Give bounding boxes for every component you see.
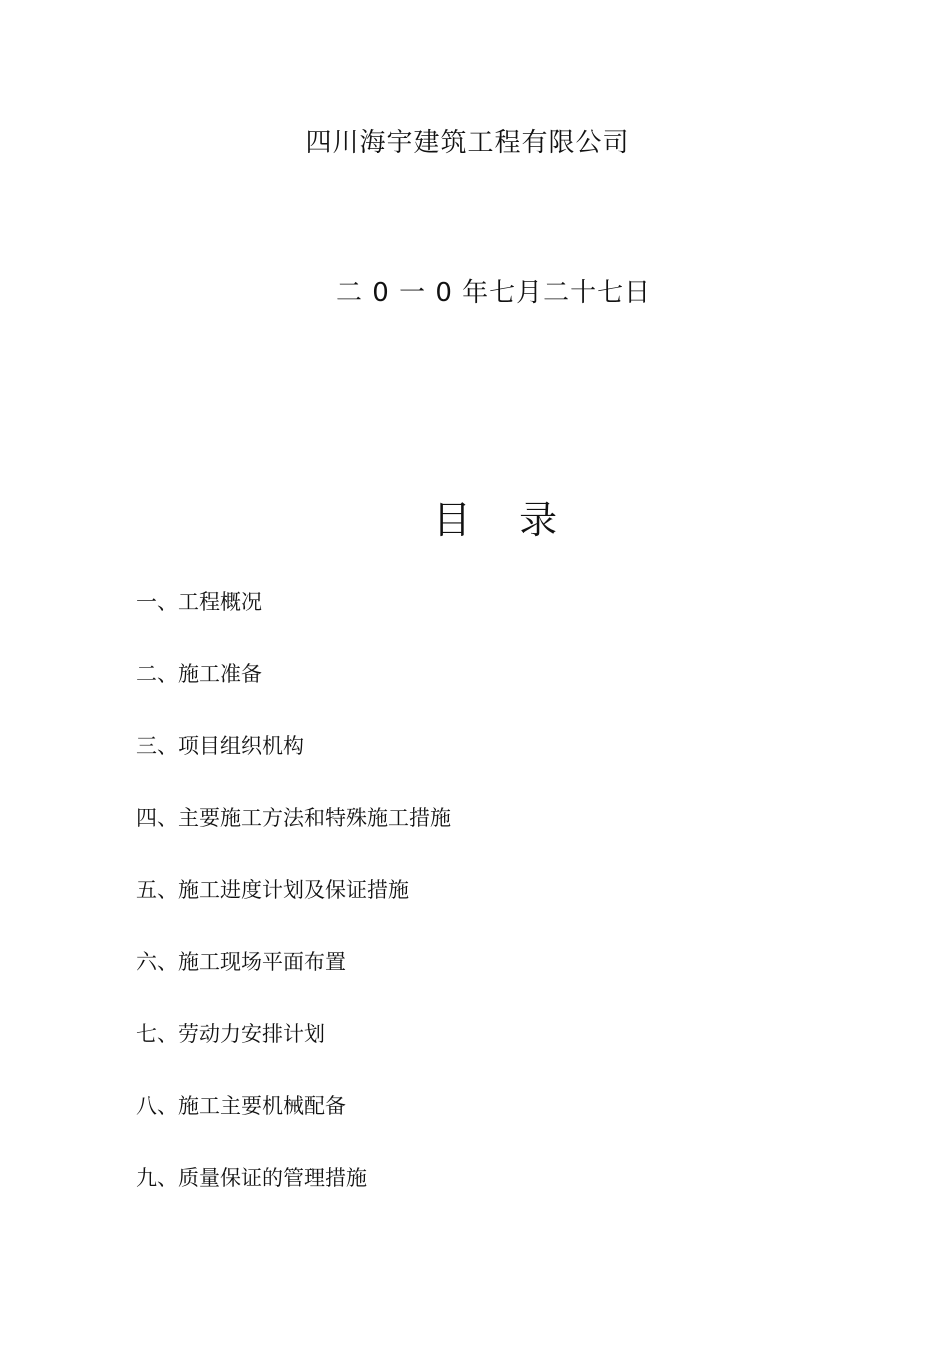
toc-item-9: 九、质量保证的管理措施 xyxy=(136,1166,367,1190)
toc-item-4: 四、主要施工方法和特殊施工措施 xyxy=(136,806,451,830)
company-name: 四川海宇建筑工程有限公司 xyxy=(305,128,630,158)
toc-item-7: 七、劳动力安排计划 xyxy=(136,1022,325,1046)
toc-item-8: 八、施工主要机械配备 xyxy=(136,1094,346,1118)
toc-item-1: 一、工程概况 xyxy=(136,590,262,614)
toc-item-6: 六、施工现场平面布置 xyxy=(136,950,346,974)
document-date: 二 0 一 0 年七月二十七日 xyxy=(336,278,652,308)
toc-item-2: 二、施工准备 xyxy=(136,662,262,686)
table-of-contents xyxy=(136,582,451,1230)
toc-title: 目 录 xyxy=(432,498,558,542)
toc-item-5: 五、施工进度计划及保证措施 xyxy=(136,878,409,902)
toc-item-3: 三、项目组织机构 xyxy=(136,734,304,758)
